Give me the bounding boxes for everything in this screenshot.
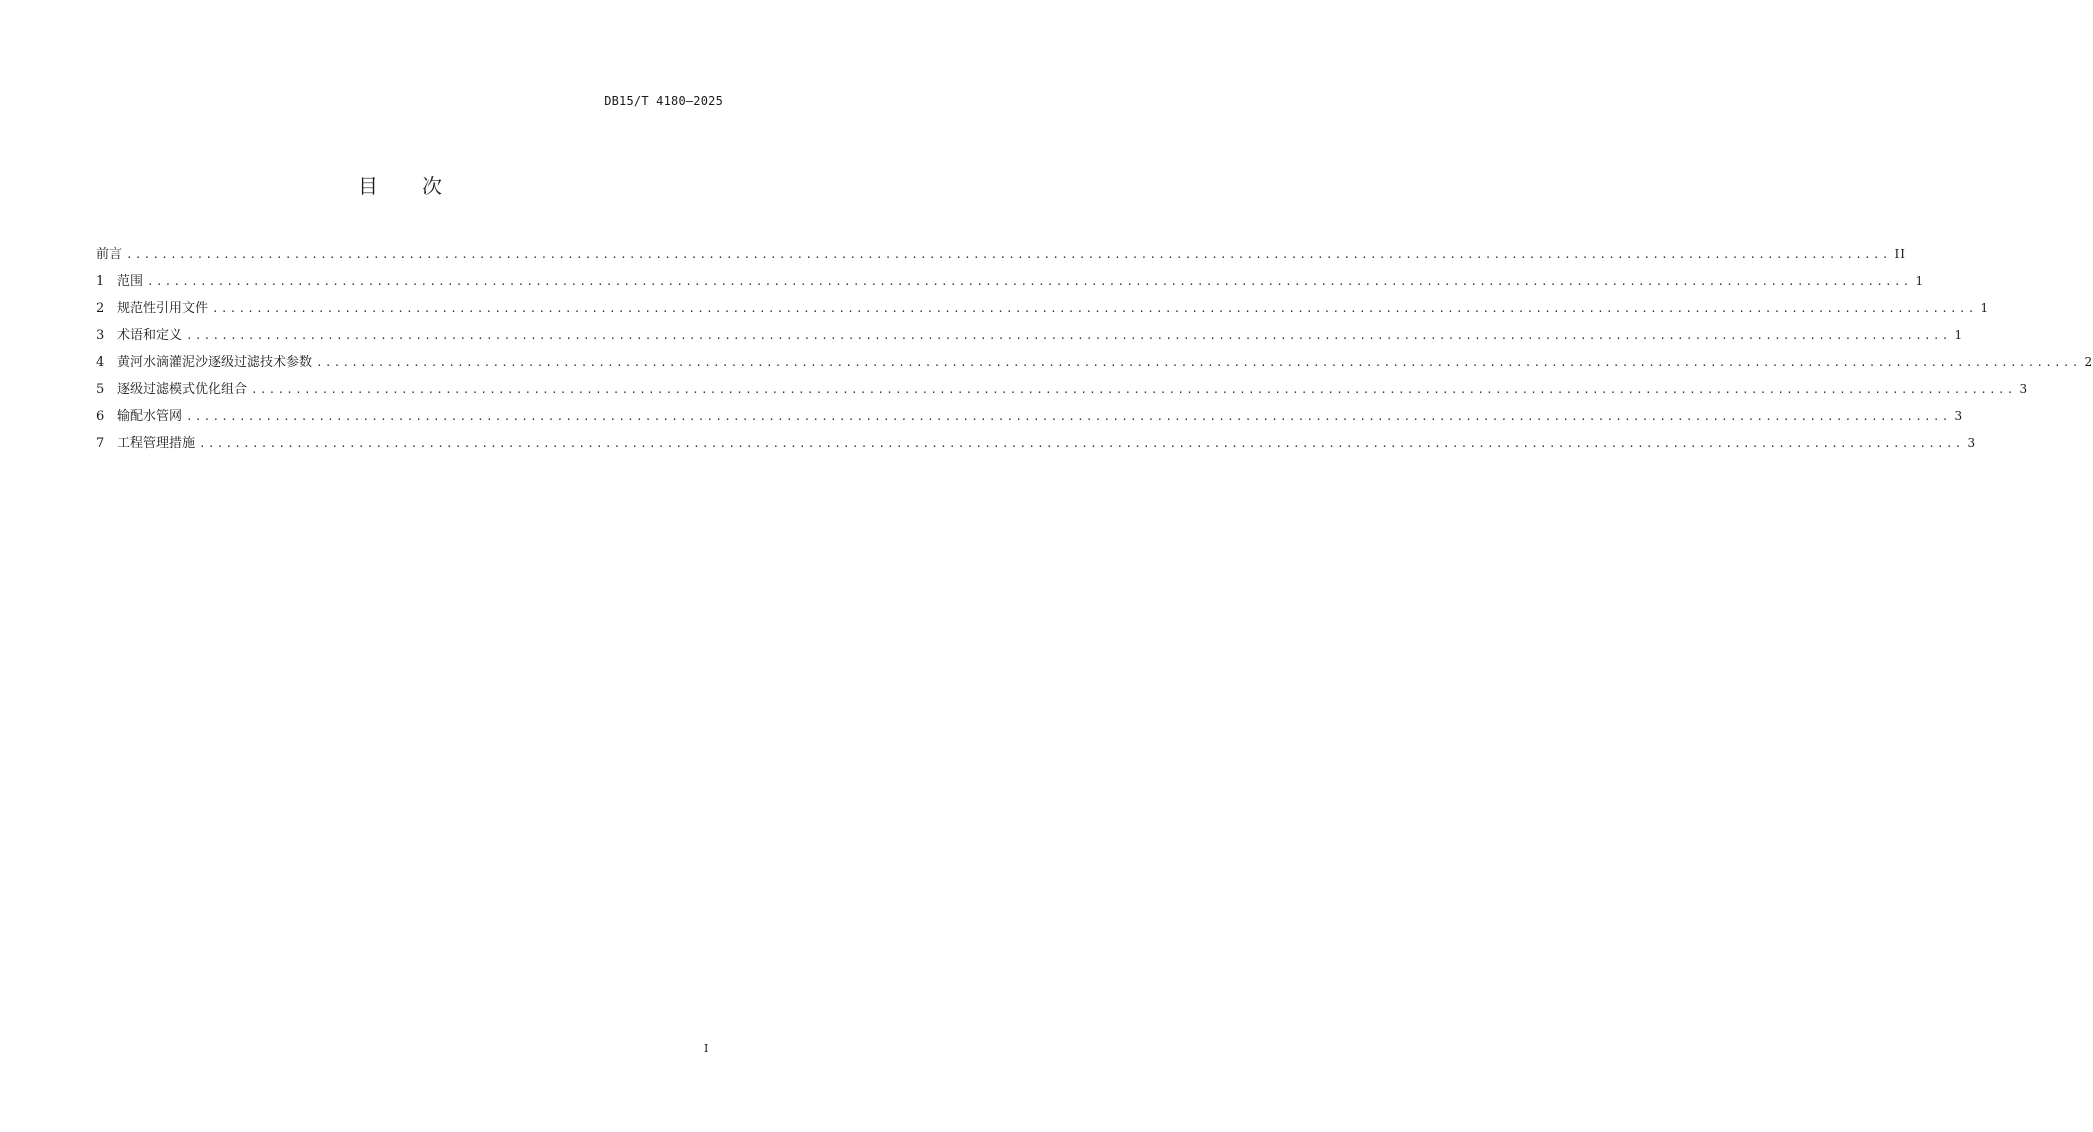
toc-entry-1[interactable] — [96, 270, 1925, 297]
toc-entry-2[interactable] — [96, 297, 1990, 324]
dot-leader: ........................................................................................................................................................................................................ — [251, 383, 2016, 396]
dot-leader: ........................................................................................................................................................................................................ — [212, 302, 1977, 315]
dot-leader: ........................................................................................................................................................................................................ — [316, 356, 2081, 369]
toc-entry-foreword[interactable] — [96, 243, 1907, 270]
toc-entry-page: 2 — [2084, 355, 2093, 369]
toc-entry-page: 1 — [1915, 274, 1925, 288]
dot-leader: ........................................................................................................................................................................................................ — [186, 410, 1951, 423]
toc-entry-label: 范围 — [117, 274, 144, 289]
toc-entry-page: 3 — [1954, 409, 1964, 423]
title-char-1: 目 — [358, 174, 378, 198]
document-code: DB15/T 4180—2025 — [604, 94, 723, 108]
toc-entry-5[interactable] — [96, 378, 2029, 405]
toc-entry-page: II — [1894, 247, 1907, 261]
page-title — [0, 170, 800, 199]
dot-leader: ........................................................................................................................................................................................................ — [126, 248, 1891, 261]
dot-leader: ........................................................................................................................................................................................................ — [147, 275, 1912, 288]
toc-entry-page: 3 — [2019, 382, 2029, 396]
page-number: I — [704, 1042, 709, 1055]
toc-entry-label: 术语和定义 — [117, 328, 183, 343]
toc-entry-label: 黄河水滴灌泥沙逐级过滤技术参数 — [117, 355, 313, 370]
toc-entry-label: 输配水管网 — [117, 409, 183, 424]
toc-entry-number: 3 — [96, 328, 105, 343]
toc-entry-page: 3 — [1967, 436, 1977, 450]
toc-entry-number: 5 — [96, 382, 105, 397]
toc-entry-label: 逐级过滤模式优化组合 — [117, 382, 248, 397]
toc-entry-number: 6 — [96, 409, 105, 424]
toc-entry-number: 1 — [96, 274, 105, 289]
toc-entry-page: 1 — [1980, 301, 1990, 315]
dot-leader: ........................................................................................................................................................................................................ — [186, 329, 1951, 342]
toc-entry-7[interactable] — [96, 432, 1977, 459]
title-char-2: 次 — [422, 174, 442, 198]
toc-entry-label: 规范性引用文件 — [117, 301, 209, 316]
dot-leader: ........................................................................................................................................................................................................ — [199, 437, 1964, 450]
toc-entry-page: 1 — [1954, 328, 1964, 342]
toc-entry-number: 2 — [96, 301, 105, 316]
toc-entry-4[interactable] — [96, 351, 2093, 378]
toc-entry-3[interactable] — [96, 324, 1964, 351]
toc-entry-label: 工程管理措施 — [117, 436, 196, 451]
toc-entry-6[interactable] — [96, 405, 1964, 432]
table-of-contents — [96, 243, 2093, 459]
toc-entry-number: 7 — [96, 436, 105, 451]
toc-entry-number: 4 — [96, 355, 105, 370]
toc-entry-label: 前言 — [96, 247, 123, 262]
